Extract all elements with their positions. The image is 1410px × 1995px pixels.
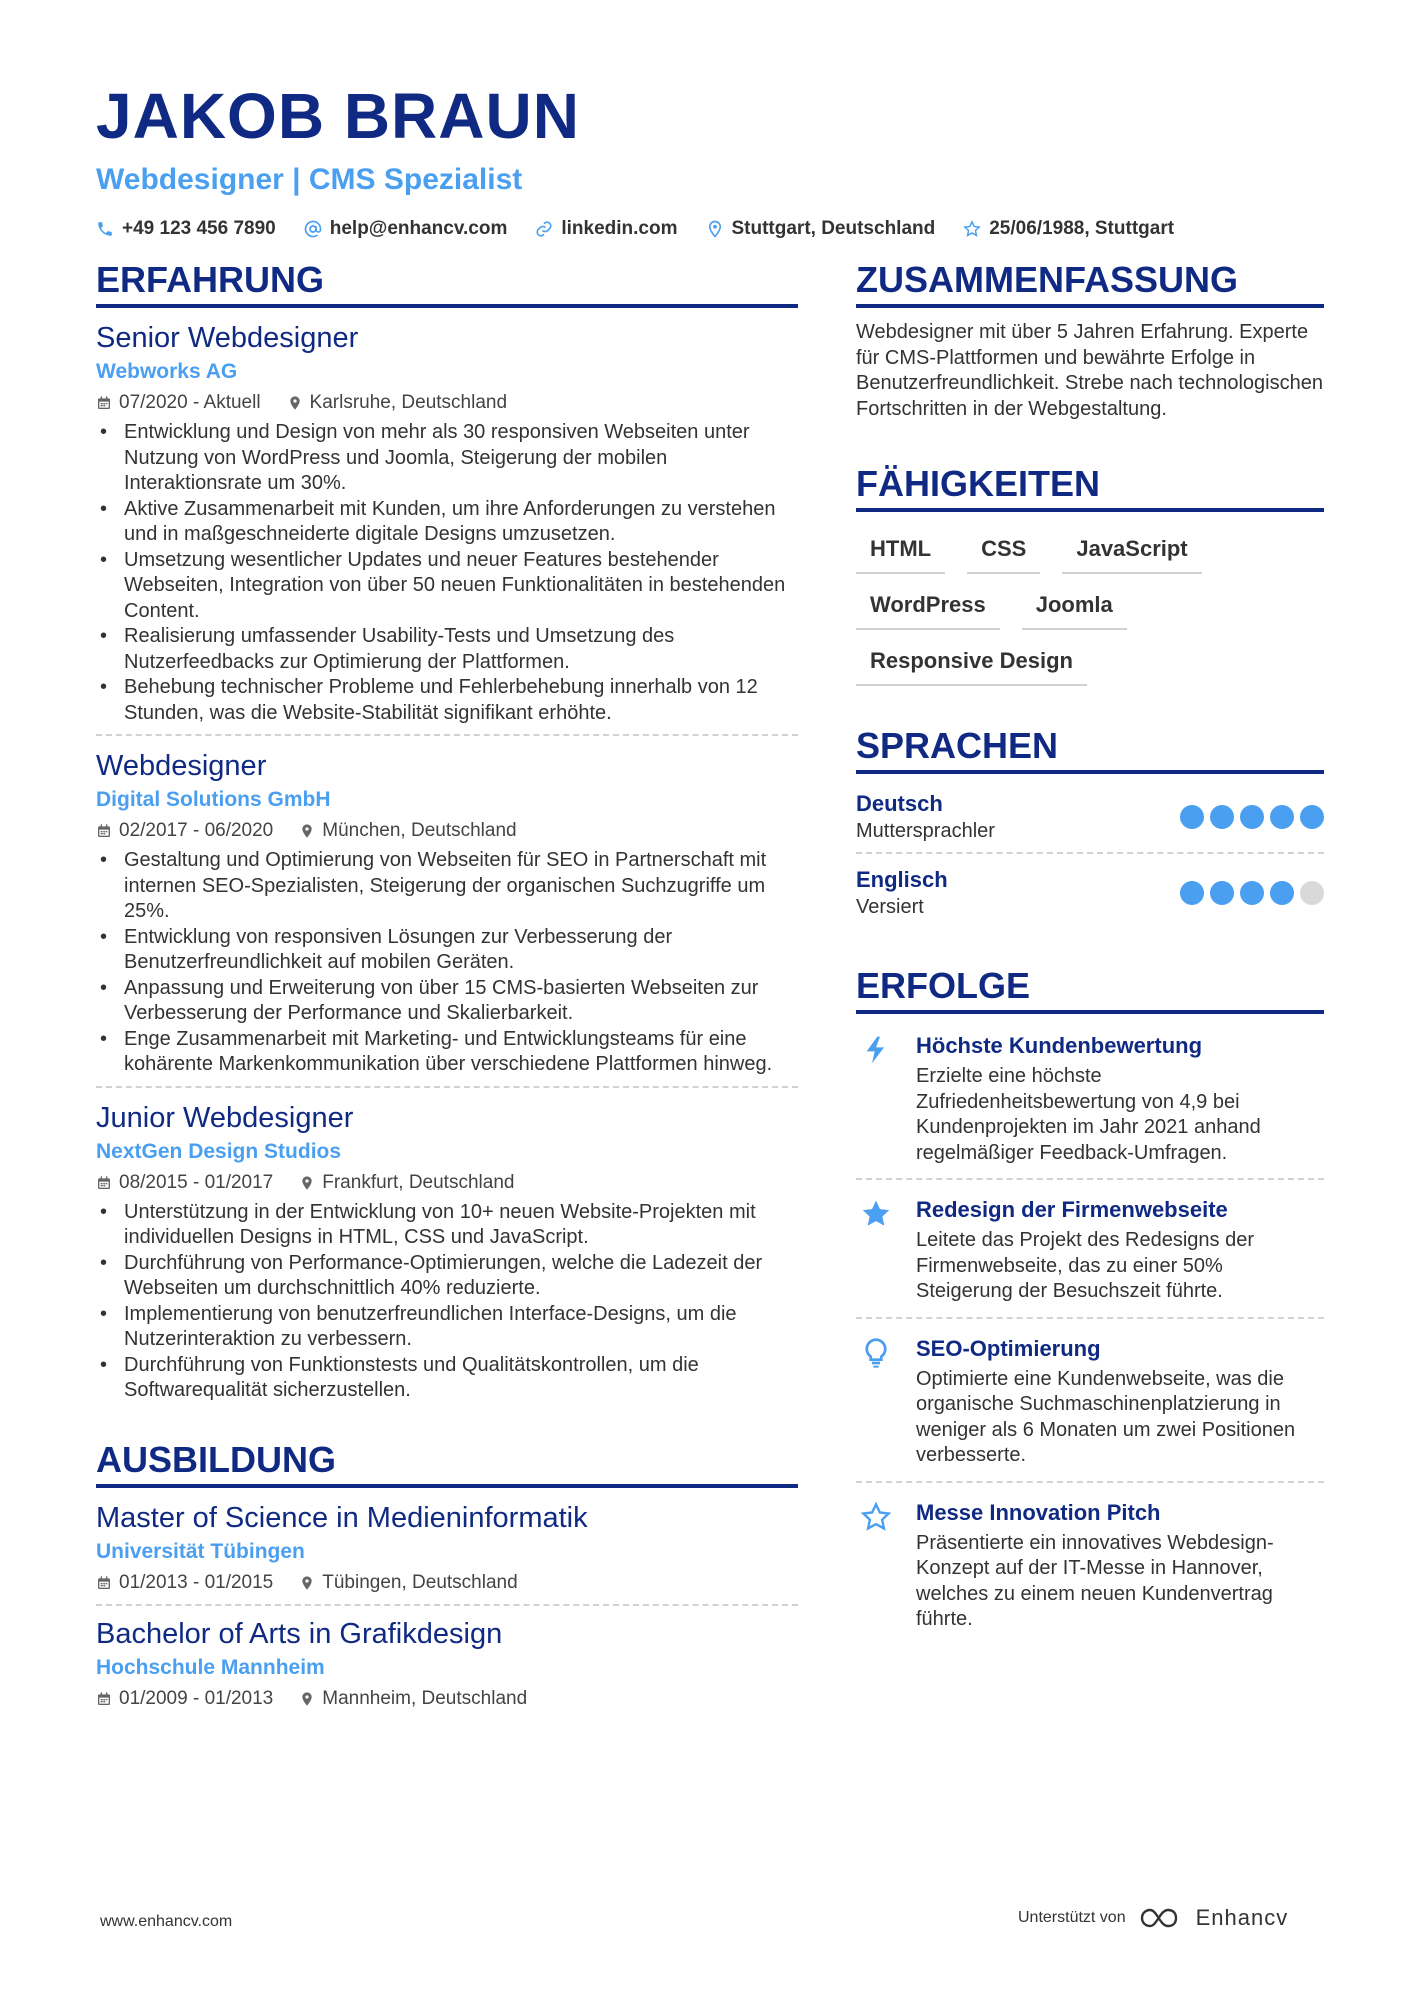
education-dates: 01/2013 - 01/2015	[119, 1571, 274, 1593]
education-degree: Bachelor of Arts in Grafikdesign	[96, 1617, 503, 1650]
phone-text: +49 123 456 7890	[122, 218, 276, 239]
rating-dot-filled	[1300, 805, 1324, 829]
job-role: Webdesigner	[96, 750, 267, 782]
map-pin-icon	[299, 1575, 315, 1591]
achievement-entry	[856, 1329, 1324, 1483]
bullet-item: • Entwicklung und Design von mehr als 30 responsiven Webseiten unter Nutzung von WordPress und Joomla, Steigerung der mobilen Interaktionsrate um 30%.	[96, 420, 798, 497]
calendar-icon	[96, 395, 112, 411]
right-column	[856, 258, 1324, 1645]
bullet-item: • Enge Zusammenarbeit mit Marketing- und Entwicklungsteams für eine kohärente Markenkommunikation über verschiedene Plattformen hinweg.	[96, 1027, 798, 1078]
summary-heading: ZUSAMMENFASSUNG	[856, 258, 1324, 308]
education-location: Tübingen, Deutschland	[322, 1571, 518, 1593]
calendar-icon	[96, 1691, 112, 1707]
job-meta	[96, 390, 798, 416]
achievement-desc: Leitete das Projekt des Redesigns der Firmenwebseite, das zu einer 50% Steigerung der Besuchszeit führte.	[916, 1229, 1254, 1302]
skill-tag: JavaScript	[1062, 530, 1201, 574]
enhancv-logo-icon	[1138, 1905, 1184, 1931]
contact-row	[96, 218, 1326, 240]
skill-tag: CSS	[967, 530, 1040, 574]
footer-branding[interactable]	[1018, 1905, 1288, 1931]
birth-text: 25/06/1988, Stuttgart	[989, 218, 1175, 239]
languages-heading: SPRACHEN	[856, 724, 1324, 774]
skill-tag: Joomla	[1022, 586, 1127, 630]
language-entry	[856, 786, 1324, 854]
contact-linkedin[interactable]	[535, 218, 677, 240]
resume-header	[96, 80, 1326, 240]
map-pin-icon	[299, 1175, 315, 1191]
bullet-item: • Entwicklung von responsiven Lösungen zur Verbesserung der Benutzerfreundlichkeit auf mobilen Geräten.	[96, 925, 798, 976]
contact-email[interactable]	[304, 218, 508, 240]
language-rating	[1180, 805, 1324, 829]
candidate-title: Webdesigner | CMS Spezialist	[96, 163, 523, 196]
contact-location	[706, 218, 936, 240]
achievement-desc: Präsentierte ein innovatives Webdesign-Konzept auf der IT-Messe in Hannover, welches zu einem neuen Kundenvertrag führte.	[916, 1531, 1274, 1630]
rating-dot-filled	[1180, 805, 1204, 829]
job-role: Senior Webdesigner	[96, 322, 359, 354]
job-meta	[96, 1170, 798, 1196]
brand-name: Enhancv	[1195, 1905, 1289, 1930]
language-entry	[856, 862, 1324, 928]
experience-heading: ERFAHRUNG	[96, 258, 798, 308]
rating-dot-filled	[1210, 881, 1234, 905]
bullet-item: • Anpassung und Erweiterung von über 15 CMS-basierten Webseiten zur Verbesserung der Performance und Skalierbarkeit.	[96, 976, 798, 1027]
job-role: Junior Webdesigner	[96, 1101, 354, 1134]
education-school: Universität Tübingen	[96, 1539, 305, 1563]
achievement-title: Redesign der Firmenwebseite	[916, 1197, 1228, 1222]
language-level: Versiert	[856, 896, 924, 918]
star-filled-icon	[860, 1198, 892, 1230]
education-school: Hochschule Mannheim	[96, 1655, 325, 1679]
map-pin-icon	[287, 395, 303, 411]
job-bullets	[96, 420, 798, 726]
linkedin-text: linkedin.com	[561, 218, 678, 239]
footer-website[interactable]: www.enhancv.com	[100, 1913, 233, 1930]
bullet-item: • Durchführung von Performance-Optimierungen, welche die Ladezeit der Webseiten um durchschnittlich 40% reduzierte.	[96, 1251, 798, 1302]
job-entry	[96, 320, 798, 736]
rating-dot-filled	[1240, 805, 1264, 829]
language-rating	[1180, 881, 1324, 905]
job-bullets	[96, 1200, 798, 1404]
language-level: Muttersprachler	[856, 820, 995, 842]
bullet-item: • Umsetzung wesentlicher Updates und neuer Features bestehender Webseiten, Integration von über 50 neuen Funktionalitäten in bestehenden Content.	[96, 548, 798, 625]
rating-dot-filled	[1270, 881, 1294, 905]
phone-icon	[96, 220, 114, 238]
powered-by-text: Unterstützt von	[1018, 1909, 1126, 1926]
star-outline-icon	[860, 1501, 892, 1533]
education-entry	[96, 1616, 798, 1720]
bullet-item: • Implementierung von benutzerfreundlichen Interface-Designs, um die Nutzerinteraktion zu verbessern.	[96, 1302, 798, 1353]
bullet-item: • Behebung technischer Probleme und Fehlerbehebung innerhalb von 12 Stunden, was die Website-Stabilität signifikant erhöhte.	[96, 675, 798, 726]
job-location: Karlsruhe, Deutschland	[309, 392, 508, 413]
job-dates: 07/2020 - Aktuell	[119, 392, 261, 413]
job-entry	[96, 748, 798, 1088]
skill-tag: HTML	[856, 530, 945, 574]
skill-tag: Responsive Design	[856, 642, 1087, 686]
bullet-item: • Durchführung von Funktionstests und Qualitätskontrollen, um die Softwarequalität sicherzustellen.	[96, 1353, 798, 1404]
rating-dot-empty	[1300, 881, 1324, 905]
education-degree: Master of Science in Medieninformatik	[96, 1501, 588, 1534]
contact-phone[interactable]	[96, 218, 276, 240]
education-heading: AUSBILDUNG	[96, 1438, 798, 1488]
education-location: Mannheim, Deutschland	[322, 1687, 528, 1709]
lightbulb-icon	[860, 1337, 892, 1369]
rating-dot-filled	[1270, 805, 1294, 829]
rating-dot-filled	[1210, 805, 1234, 829]
achievement-title: Höchste Kundenbewertung	[916, 1033, 1203, 1058]
bullet-item: • Gestaltung und Optimierung von Webseiten für SEO in Partnerschaft mit internen SEO-Spezialisten, Steigerung der organischen Suchzugriffe um 25%.	[96, 848, 798, 925]
calendar-icon	[96, 1575, 112, 1591]
skills-heading: FÄHIGKEITEN	[856, 462, 1324, 512]
location-text: Stuttgart, Deutschland	[731, 218, 936, 239]
link-icon	[535, 220, 553, 238]
job-company: Webworks AG	[96, 360, 238, 383]
job-entry	[96, 1100, 798, 1412]
at-sign-icon	[304, 220, 322, 238]
achievement-desc: Erzielte eine höchste Zufriedenheitsbewertung von 4,9 bei Kundenprojekten im Jahr 2021 anhand regelmäßiger Feedback-Umfragen.	[916, 1065, 1261, 1164]
bullet-item: • Realisierung umfassender Usability-Tests und Umsetzung des Nutzerfeedbacks zur Optimierung der Plattformen.	[96, 624, 798, 675]
job-dates: 08/2015 - 01/2017	[119, 1171, 274, 1193]
job-bullets	[96, 848, 798, 1078]
map-pin-icon	[706, 220, 724, 238]
education-entry	[96, 1500, 798, 1606]
left-column	[96, 258, 798, 1720]
rating-dot-filled	[1180, 881, 1204, 905]
job-location: München, Deutschland	[322, 820, 517, 841]
lightning-icon	[860, 1034, 892, 1066]
achievements-heading: ERFOLGE	[856, 964, 1324, 1014]
language-name: Englisch	[856, 867, 948, 892]
job-dates: 02/2017 - 06/2020	[119, 820, 274, 841]
rating-dot-filled	[1240, 881, 1264, 905]
job-meta	[96, 818, 798, 844]
bullet-item: • Unterstützung in der Entwicklung von 10+ neuen Website-Projekten mit individuellen Designs in HTML, CSS und JavaScript.	[96, 1200, 798, 1251]
language-name: Deutsch	[856, 791, 943, 816]
education-dates: 01/2009 - 01/2013	[119, 1687, 274, 1709]
map-pin-icon	[299, 1691, 315, 1707]
skill-tag: WordPress	[856, 586, 1000, 630]
candidate-name: JAKOB BRAUN	[96, 80, 580, 152]
job-location: Frankfurt, Deutschland	[322, 1171, 515, 1193]
education-meta	[96, 1570, 798, 1596]
email-text: help@enhancv.com	[329, 218, 508, 239]
job-company: Digital Solutions GmbH	[96, 788, 331, 811]
achievement-entry	[856, 1190, 1324, 1319]
calendar-icon	[96, 1175, 112, 1191]
map-pin-icon	[299, 823, 315, 839]
achievement-title: SEO-Optimierung	[916, 1335, 1101, 1361]
achievement-entry	[856, 1026, 1324, 1180]
star-icon	[963, 220, 981, 238]
achievement-entry	[856, 1493, 1324, 1645]
education-meta	[96, 1686, 798, 1712]
achievement-title: Messe Innovation Pitch	[916, 1499, 1161, 1525]
contact-birth	[963, 218, 1174, 240]
job-company: NextGen Design Studios	[96, 1139, 342, 1163]
calendar-icon	[96, 823, 112, 839]
bullet-item: • Aktive Zusammenarbeit mit Kunden, um ihre Anforderungen zu verstehen und in maßgeschneiderte digitale Designs umzusetzen.	[96, 497, 798, 548]
achievement-desc: Optimierte eine Kundenwebseite, was die organische Suchmaschinenplatzierung in weniger als 6 Monaten um zwei Positionen verbesserte.	[916, 1367, 1296, 1466]
skills-list	[856, 530, 1324, 686]
summary-text: Webdesigner mit über 5 Jahren Erfahrung. Experte für CMS-Plattformen und bewährte Erfolge in Benutzerfreundlichkeit. Strebe nach technologischen Fortschritten in der Webgestaltung.	[856, 321, 1323, 420]
